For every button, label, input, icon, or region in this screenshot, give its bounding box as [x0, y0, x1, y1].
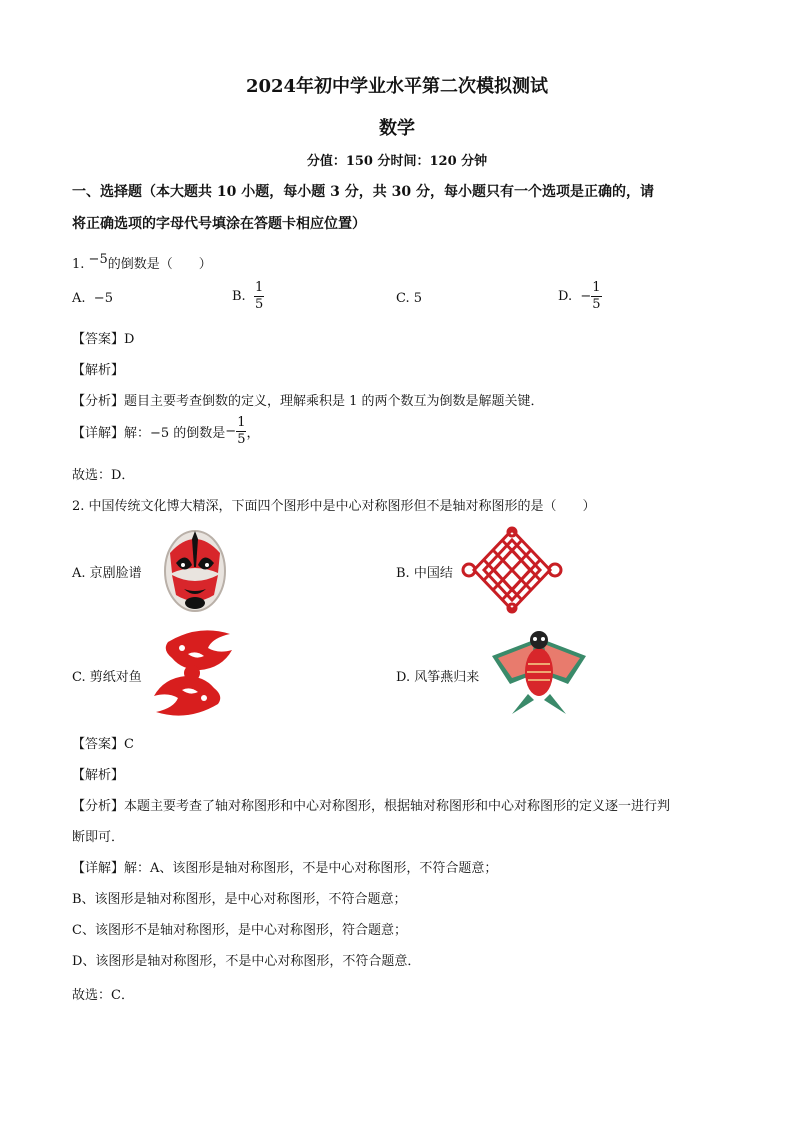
- q2-analysis-line2: 断即可．: [72, 830, 125, 845]
- q2-detail-c: C、该图形不是轴对称图形，是中心对称图形，符合题意；: [72, 923, 407, 938]
- q1-option-d-label: D.: [558, 289, 573, 304]
- fraction-numerator: 1: [592, 280, 601, 295]
- q1-option-c: C. 5: [396, 291, 423, 306]
- q1-detail-suffix: ，: [246, 426, 260, 441]
- q2-option-a: A. 京剧脸谱: [72, 566, 142, 581]
- q1-detail-sign: −: [225, 424, 237, 439]
- q1-analysis-heading: 【解析】: [72, 363, 125, 378]
- q2-conclusion: 故选：C．: [72, 988, 134, 1003]
- q1-option-b: [232, 280, 264, 313]
- chinese-knot-image: [460, 526, 564, 614]
- q1-option-d-sign: −: [580, 289, 592, 304]
- q1-detail-text: 【详解】解：−5 的倒数是: [72, 426, 226, 441]
- q1-option-a: [72, 291, 113, 306]
- q2-detail-a: 【详解】解：A、该图形是轴对称图形，不是中心对称图形，不符合题意；: [72, 861, 498, 876]
- q1-stem: [72, 253, 212, 272]
- q1-option-a-value: −5: [93, 291, 113, 306]
- fraction-numerator: 1: [237, 415, 246, 430]
- q2-detail-d: D、该图形是轴对称图形，不是中心对称图形，不符合题意．: [72, 954, 421, 969]
- fraction-denominator: 5: [237, 432, 246, 447]
- q1-option-d-fraction: [591, 280, 601, 313]
- q1-detail-fraction: [236, 415, 246, 448]
- q2-option-d: D. 风筝燕归来: [396, 670, 480, 685]
- score-info: 分值：150 分时间：120 分钟: [306, 154, 488, 169]
- q1-option-b-label: B.: [232, 289, 246, 304]
- q1-option-b-fraction: [254, 280, 264, 313]
- q2-analysis-line1: 【分析】本题主要考查了轴对称图形和中心对称图形，根据轴对称图形和中心对称图形的定义逐一进行判: [72, 799, 671, 814]
- fraction-numerator: 1: [254, 280, 264, 295]
- fraction-denominator: 5: [592, 297, 601, 312]
- q1-conclusion: 故选：D．: [72, 468, 135, 483]
- q2-stem: 2. 中国传统文化博大精深，下面四个图形中是中心对称图形但不是轴对称图形的是（ ）: [72, 499, 596, 514]
- q2-detail-b: B、该图形是轴对称图形，是中心对称图形，不符合题意；: [72, 892, 407, 907]
- section-heading-line1: 一、选择题（本大题共 10 小题，每小题 3 分，共 30 分，每小题只有一个选项是正确的，请: [72, 184, 654, 200]
- q1-option-d: [558, 280, 602, 313]
- q2-option-c: C. 剪纸对鱼: [72, 670, 142, 685]
- q1-option-a-label: A.: [72, 291, 86, 306]
- q1-detail: [72, 415, 260, 448]
- exam-title: 2024年初中学业水平第二次模拟测试: [245, 76, 549, 97]
- q1-stem-text: 的倒数是（ ）: [107, 257, 212, 272]
- q2-option-b: B. 中国结: [396, 566, 453, 581]
- q2-answer: 【答案】C: [72, 737, 134, 752]
- q1-expression: −5: [88, 252, 108, 267]
- q1-answer: 【答案】D: [72, 332, 135, 347]
- opera-mask-image: [156, 523, 234, 615]
- paper-cut-fish-image: [148, 624, 238, 722]
- q1-analysis: 【分析】题目主要考查倒数的定义，理解乘积是 1 的两个数互为倒数是解题关键．: [72, 394, 544, 409]
- subject-title: 数学: [379, 118, 415, 139]
- swallow-kite-image: [488, 628, 590, 716]
- q1-number: 1.: [72, 257, 85, 272]
- q2-analysis-heading: 【解析】: [72, 768, 125, 783]
- section-heading-line2: 将正确选项的字母代号填涂在答题卡相应位置）: [72, 216, 366, 232]
- fraction-denominator: 5: [254, 297, 264, 312]
